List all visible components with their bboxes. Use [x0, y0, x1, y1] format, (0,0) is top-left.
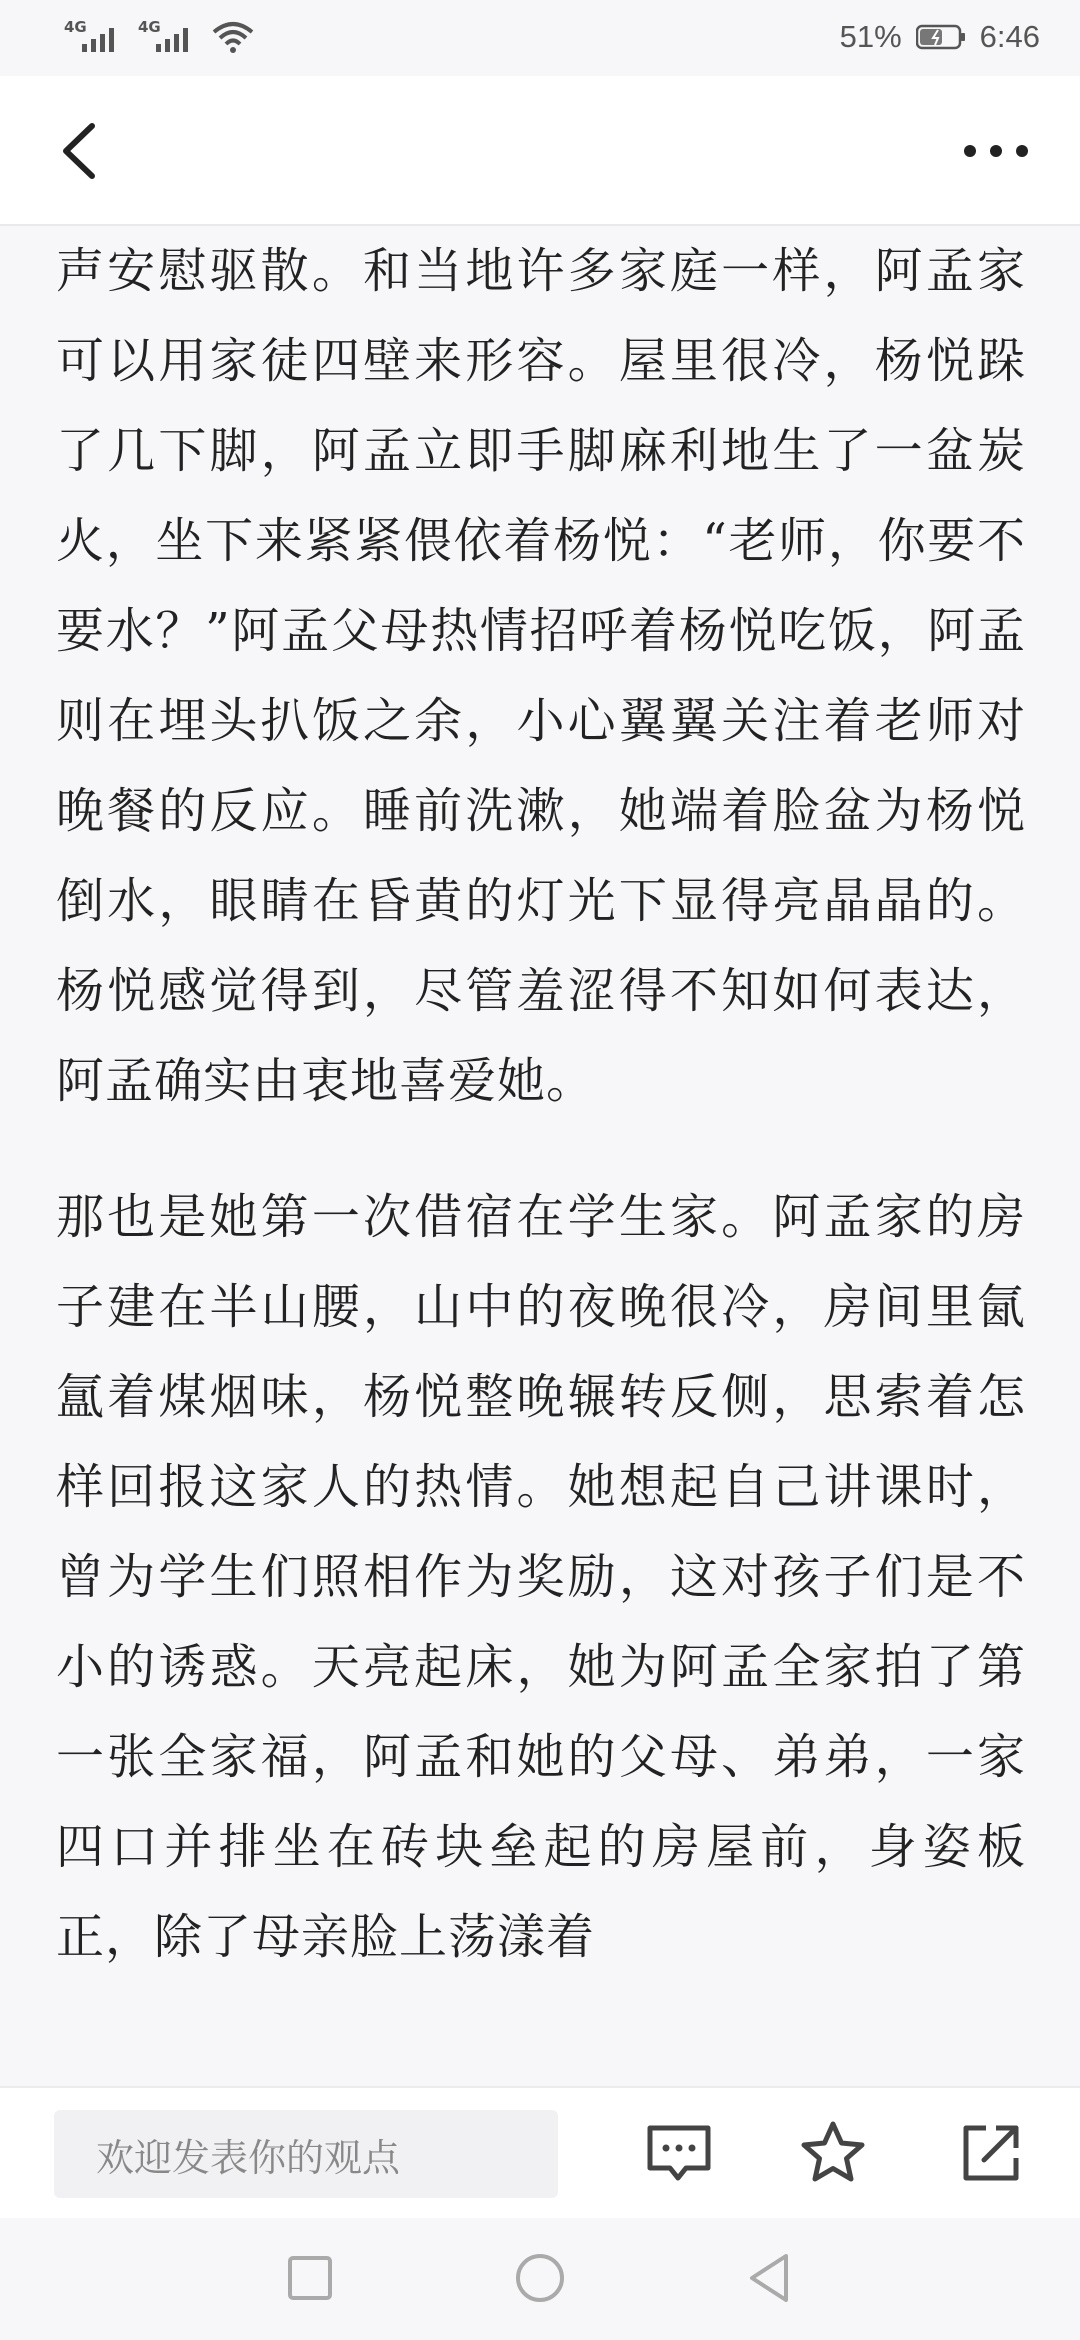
app-bar	[0, 76, 1080, 226]
wifi-icon	[212, 20, 254, 54]
article-body	[56, 226, 1026, 2086]
article-paragraph: 声安慰驱散。和当地许多家庭一样，阿孟家可以用家徒四壁来形容。屋里很冷，杨悦跺了几下脚，阿孟立即手脚麻利地生了一盆炭火，坐下来紧紧偎依着杨悦：“老师，你要不要水？”阿孟父母热情招呼着杨悦吃饭，阿孟则在埋头扒饭之余，小心翼翼关注着老师对晚餐的反应。睡前洗漱，她端着脸盆为杨悦倒水，眼睛在昏黄的灯光下显得亮晶晶的。杨悦感觉得到，尽管羞涩得不知如何表达，阿孟确实由衷地喜爱她。	[56, 243, 1026, 1109]
bottom-action-bar	[0, 2086, 1080, 2220]
battery-icon	[916, 24, 966, 50]
comment-icon[interactable]	[644, 2118, 714, 2188]
status-bar	[0, 0, 1080, 76]
status-right	[840, 16, 1040, 58]
article-paragraph: 那也是她第一次借宿在学生家。阿孟家的房子建在半山腰，山中的夜晚很冷，房间里氤氲着煤烟味，杨悦整晚辗转反侧，思索着怎样回报这家人的热情。她想起自己讲课时，曾为学生们照相作为奖励，这对孩子们是不小的诱惑。天亮起床，她为阿孟全家拍了第一张全家福，阿孟和她的父母、弟弟，一家四口并排坐在砖块垒起的房屋前，身姿板正，除了母亲脸上荡漾着	[56, 1189, 1026, 1965]
sim1-signal-icon: 4G	[64, 18, 124, 54]
back-icon[interactable]	[740, 2248, 800, 2308]
back-chevron-icon[interactable]	[56, 116, 116, 186]
sim2-signal-icon: 4G	[138, 18, 198, 54]
home-icon[interactable]	[510, 2248, 570, 2308]
comment-placeholder: 欢迎发表你的观点	[96, 2135, 401, 2180]
clock: 6:46	[979, 19, 1040, 54]
recent-apps-icon[interactable]	[280, 2248, 340, 2308]
signal-indicators	[64, 18, 254, 54]
comment-input[interactable]	[54, 2110, 558, 2198]
battery-percent: 51%	[839, 19, 902, 54]
system-nav-bar	[0, 2218, 1080, 2340]
share-icon[interactable]	[956, 2118, 1026, 2188]
more-dots-icon[interactable]	[956, 126, 1036, 176]
star-icon[interactable]	[798, 2118, 868, 2188]
